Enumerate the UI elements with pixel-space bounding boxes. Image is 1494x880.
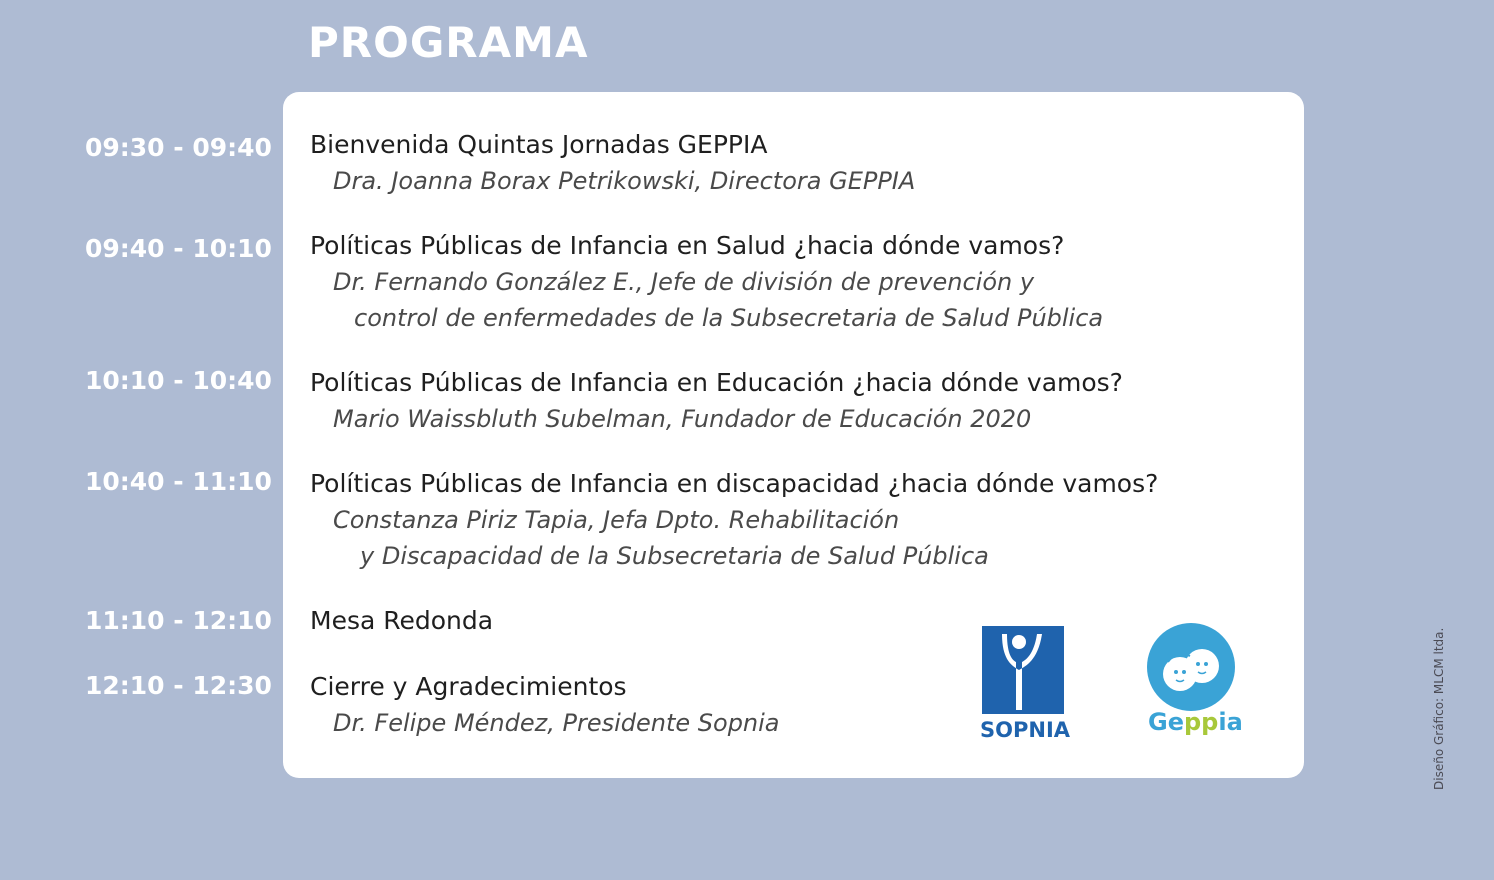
session-title: Bienvenida Quintas Jornadas GEPPIA (310, 130, 768, 159)
session-item (310, 365, 1270, 437)
session-title: Mesa Redonda (310, 606, 494, 635)
session-speaker: Constanza Piriz Tapia, Jefa Dpto. Rehabilitación (333, 506, 900, 534)
session-time: 11:10 - 12:10 (85, 606, 272, 635)
session-speaker: control de enfermedades de la Subsecretaria de Salud Pública (354, 304, 1104, 332)
sopnia-logo-text: SOPNIA (980, 718, 1071, 742)
session-item (310, 228, 1270, 336)
session-item (310, 669, 1270, 741)
session-speaker: Dra. Joanna Borax Petrikowski, Directora GEPPIA (333, 167, 916, 195)
session-time: 10:10 - 10:40 (85, 366, 272, 395)
geppia-logo-text: Geppia (1148, 708, 1243, 736)
session-speaker: Dr. Fernando González E., Jefe de división de prevención y (333, 268, 1035, 296)
session-title: Políticas Públicas de Infancia en Salud ¿hacia dónde vamos? (310, 231, 1065, 260)
session-speaker: y Discapacidad de la Subsecretaria de Salud Pública (360, 542, 989, 570)
session-item (310, 603, 1270, 639)
session-speaker: Mario Waissbluth Subelman, Fundador de Educación 2020 (333, 405, 1032, 433)
page-title: PROGRAMA (308, 18, 589, 67)
session-time: 09:30 - 09:40 (85, 133, 272, 162)
session-speaker: Dr. Felipe Méndez, Presidente Sopnia (333, 709, 780, 737)
sopnia-logo (980, 626, 1070, 746)
session-title: Políticas Públicas de Infancia en discapacidad ¿hacia dónde vamos? (310, 469, 1159, 498)
session-time: 10:40 - 11:10 (85, 467, 272, 496)
sopnia-figure-icon (982, 626, 1064, 714)
geppia-logo (1140, 620, 1250, 750)
session-item (310, 127, 1270, 199)
session-title: Políticas Públicas de Infancia en Educación ¿hacia dónde vamos? (310, 368, 1123, 397)
children-faces-icon (1146, 622, 1236, 712)
design-credit: Diseño Gráfico: MLCM ltda. (1432, 627, 1446, 790)
session-title: Cierre y Agradecimientos (310, 672, 627, 701)
session-item (310, 466, 1270, 574)
session-time: 12:10 - 12:30 (85, 671, 272, 700)
session-time: 09:40 - 10:10 (85, 234, 272, 263)
